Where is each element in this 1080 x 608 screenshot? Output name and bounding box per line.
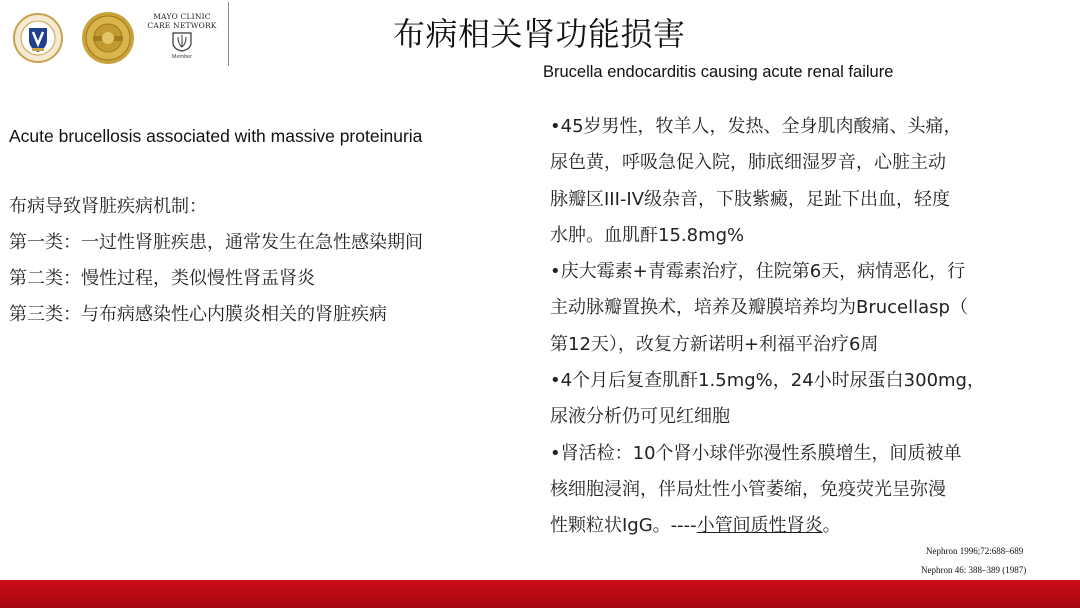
mayo-line-1: MAYO CLINIC bbox=[153, 12, 211, 21]
header-divider bbox=[228, 2, 229, 66]
reference-1: Nephron 1996;72:688–689 bbox=[926, 546, 1024, 556]
bottom-bar bbox=[0, 580, 1080, 608]
mechanism-item-1: 第一类：一过性肾脏疾患，通常发生在急性感染期间 bbox=[9, 232, 423, 253]
mechanism-list bbox=[9, 192, 423, 336]
case-paragraph-3: •4个月后复查肌酐1.5mg%，24小时尿蛋白300mg， 尿液分析仍可见红细胞 bbox=[550, 370, 985, 428]
mayo-member-label: Member bbox=[171, 54, 193, 60]
seal-logo bbox=[81, 11, 135, 65]
case-paragraph-4 bbox=[550, 436, 1020, 545]
zum-logo bbox=[12, 12, 64, 64]
case-paragraph-4-end: 。 bbox=[822, 515, 841, 537]
case-paragraph-1: •45岁男性，牧羊人，发热、全身肌肉酸痛、头痛， 尿色黄，呼吸急促入院，肺底细湿罗音，心脏主动 脉瓣区III-IV级杂音，下肢紫癜，足趾下出血，轻度 水肿。血肌酐15.8mg% bbox=[550, 116, 962, 246]
mayo-clinic-logo bbox=[140, 12, 224, 60]
case-paragraph-4-text: •肾活检：10个肾小球伴弥漫性系膜增生，间质被单 核细胞浸润，伴局灶性小管萎缩，免疫荧光呈弥漫 性颗粒状IgG。---- bbox=[550, 442, 962, 537]
slide-subtitle: Brucella endocarditis causing acute renal failure bbox=[543, 63, 894, 81]
left-heading: Acute brucellosis associated with massive proteinuria bbox=[9, 126, 423, 146]
mechanism-item-2: 第二类：慢性过程，类似慢性肾盂肾炎 bbox=[9, 268, 315, 289]
case-paragraph-2: •庆大霉素+青霉素治疗，住院第6天，病情恶化，行 主动脉瓣置换术，培养及瓣膜培养均为Brucellasp（ 第12天），改复方新诺明+利福平治疗6周 bbox=[550, 261, 968, 355]
case-report bbox=[550, 109, 1020, 545]
slide-title: 布病相关肾功能损害 bbox=[393, 15, 686, 53]
mayo-line-2: CARE NETWORK bbox=[147, 21, 217, 30]
mechanism-item-3: 第三类：与布病感染性心内膜炎相关的肾脏疾病 bbox=[9, 304, 387, 325]
reference-2: Nephron 46: 388–389 (1987) bbox=[921, 565, 1027, 575]
diagnosis-underlined: 小管间质性肾炎 bbox=[696, 515, 823, 537]
mechanism-intro: 布病导致肾脏疾病机制： bbox=[9, 196, 207, 217]
mayo-shield-icon bbox=[171, 32, 193, 52]
